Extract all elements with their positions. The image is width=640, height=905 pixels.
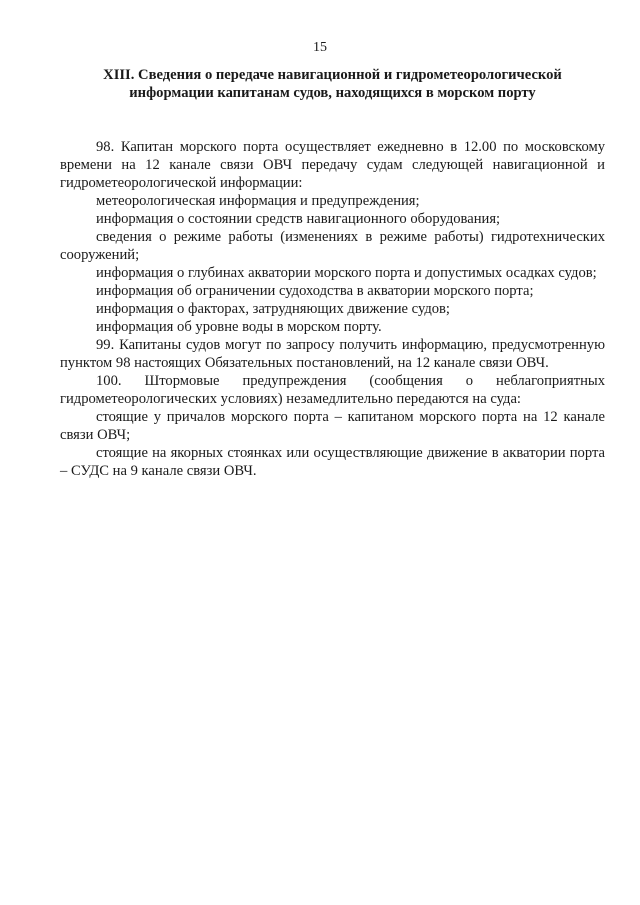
paragraph-99: 99. Капитаны судов могут по запросу получить информацию, предусмотренную пунктом 98 настоящих Обязательных постановлений, на 12 канале связи ОВЧ. xyxy=(60,337,605,371)
section-heading xyxy=(60,66,605,102)
list-item-restrictions: информация об ограничении судоходства в акватории морского порта; xyxy=(96,283,534,299)
list-item-nav-equipment: информация о состоянии средств навигационного оборудования; xyxy=(96,211,501,227)
section-body xyxy=(60,138,605,480)
page-number: 15 xyxy=(313,40,327,55)
list-item-water-level: информация об уровне воды в морском порту. xyxy=(96,319,382,335)
list-item-hydro-structures: сведения о режиме работы (изменениях в режиме работы) гидротехнических сооружений; xyxy=(60,229,605,263)
list-item-at-anchorages: стоящие на якорных стоянках или осуществляющие движение в акватории порта – СУДС на 9 канале связи ОВЧ. xyxy=(60,445,605,479)
list-item-at-berths: стоящие у причалов морского порта – капитаном морского порта на 12 канале связи ОВЧ; xyxy=(60,409,605,443)
paragraph-98: 98. Капитан морского порта осуществляет ежедневно в 12.00 по московскому времени на 12 канале связи ОВЧ передачу судам следующей навигационной и гидрометеорологической информации: xyxy=(60,139,605,191)
list-item-meteo: метеорологическая информация и предупреждения; xyxy=(96,193,420,209)
section-heading-line-1: XIII. Сведения о передаче навигационной и гидрометеорологической xyxy=(103,67,562,83)
list-item-depths: информация о глубинах акватории морского порта и допустимых осадках судов; xyxy=(96,265,597,281)
paragraph-100: 100. Штормовые предупреждения (сообщения о неблагоприятных гидрометеорологических условиях) незамедлительно передаются на суда: xyxy=(60,373,605,407)
section-heading-line-2: информации капитанам судов, находящихся в морском порту xyxy=(129,85,536,101)
list-item-factors: информация о факторах, затрудняющих движение судов; xyxy=(96,301,450,317)
